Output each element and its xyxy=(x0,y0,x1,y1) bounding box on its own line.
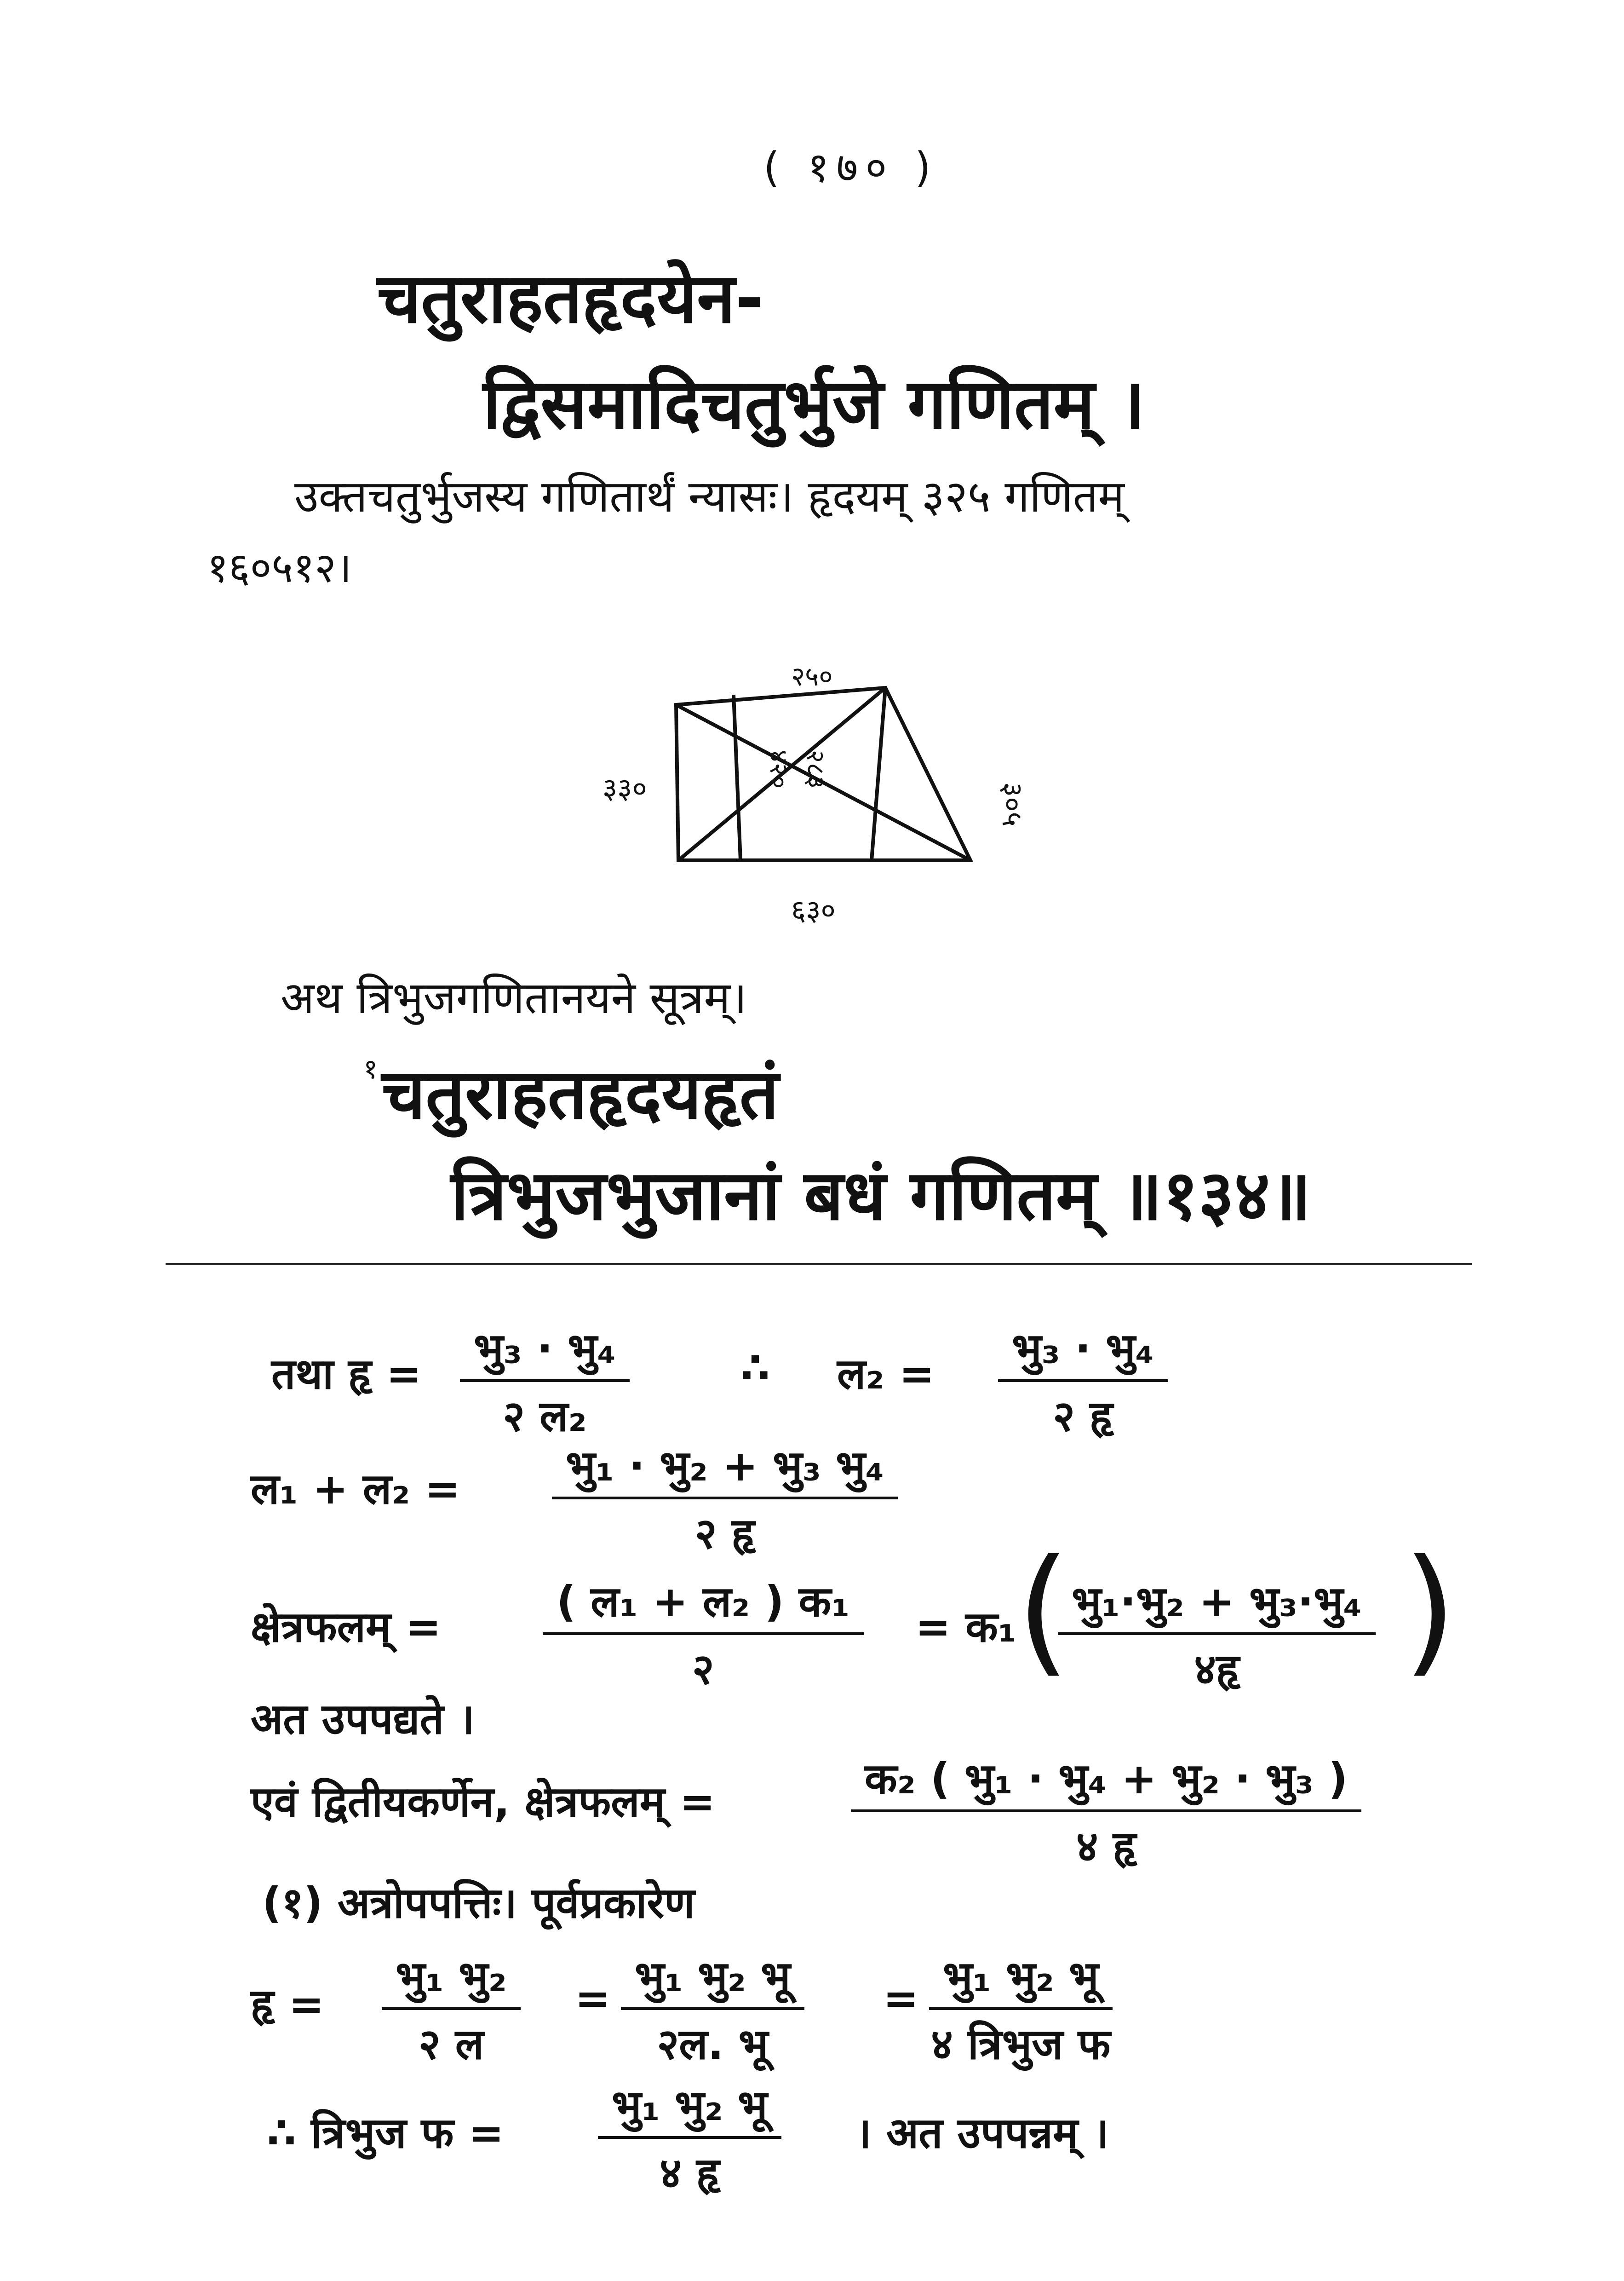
eq1-fraction-2 xyxy=(998,1318,1168,1443)
eq1-denominator-2: २ हृ xyxy=(1053,1392,1113,1441)
eq8-numerator: भु₁ भु₂ भू xyxy=(598,2075,781,2139)
figure-inner-label-b: २८३ xyxy=(801,750,830,789)
quadrilateral-figure xyxy=(575,644,1081,943)
eq7-denominator-3: ४ त्रिभुज फ xyxy=(931,2020,1111,2069)
eq7-fraction-2 xyxy=(621,1946,804,2071)
eq3-right-paren: ) xyxy=(1403,1530,1457,1690)
separator-rule xyxy=(166,1263,1472,1265)
heading-line-2: द्विसमादिचतुर्भुजे गणितम् । xyxy=(483,364,1145,444)
eq8-tail: । अत उपपन्नम् । xyxy=(855,2108,1109,2158)
nyasa-line-1: उक्तचतुर्भुजस्य गणितार्थं न्यासः। हृदयम् ३२५ गणितम् xyxy=(294,471,1125,522)
page-number: ( १७० ) xyxy=(763,144,938,192)
eq1-fraction xyxy=(460,1318,630,1443)
eq5-fraction xyxy=(851,1748,1361,1873)
eq7-fraction-1 xyxy=(382,1946,521,2071)
eq3-denominator-2: ४हृ xyxy=(1194,1645,1240,1694)
eq8-denominator: ४ हृ xyxy=(660,2149,720,2198)
figure-right-label: ३०५ xyxy=(996,782,1029,827)
figure-left-label: ३३० xyxy=(603,772,647,805)
eq2-denominator: २ हृ xyxy=(694,1509,755,1558)
eq1-lhs-2: ल₂ = xyxy=(837,1349,935,1399)
eq3-numerator: ( ल₁ + ल₂ ) क₁ xyxy=(543,1571,864,1635)
verse-line-1: चतुराहतहृदयहृतं xyxy=(382,1054,779,1135)
eq7-lhs: हृ = xyxy=(251,1980,324,2029)
eq7-equals-1: = xyxy=(575,1974,611,2023)
eq7-fraction-3 xyxy=(929,1946,1113,2071)
figure-top-label: २५० xyxy=(791,661,833,692)
eq7-denominator-2: २ल. भू xyxy=(657,2020,769,2069)
eq7-numerator-2: भु₁ भु₂ भू xyxy=(621,1946,804,2010)
verse-line-2: त्रिभुजभुजानां बधं गणितम् ॥१३४॥ xyxy=(451,1156,1312,1236)
eq5-numerator: क₂ ( भु₁ · भु₄ + भु₂ · भु₃ ) xyxy=(851,1748,1361,1812)
eq5-denominator: ४ हृ xyxy=(1076,1822,1136,1871)
footnote-mark: १ xyxy=(363,1053,378,1085)
eq7-denominator-1: २ ल xyxy=(418,2020,484,2069)
eq3-mid: = क₁ xyxy=(915,1602,1017,1652)
eq8-lhs: ∴ त्रिभुज फ = xyxy=(267,2108,504,2158)
eq1-lhs: तथा हृ = xyxy=(271,1349,422,1399)
eq3-fraction-2 xyxy=(1058,1571,1376,1696)
nyasa-line-2: १६०५१२। xyxy=(207,544,352,592)
eq7-numerator-1: भु₁ भु₂ xyxy=(382,1946,521,2010)
eq5-lhs: एवं द्वितीयकर्णेन, क्षेत्रफलम् = xyxy=(251,1777,715,1826)
eq3-lhs: क्षेत्रफलम् = xyxy=(251,1602,442,1652)
eq3-left-paren: ( xyxy=(1016,1530,1071,1690)
figure-inner-label-a: ४२० xyxy=(764,750,793,789)
eq3-denominator: २ xyxy=(692,1645,714,1694)
heading-line-1: चतुराहतहृदयेन- xyxy=(377,259,764,339)
eq3-numerator-2: भु₁·भु₂ + भु₃·भु₄ xyxy=(1058,1571,1376,1635)
eq2-lhs: ल₁ + ल₂ = xyxy=(251,1464,460,1514)
eq8-fraction xyxy=(598,2075,781,2200)
eq1-therefore: ∴ xyxy=(740,1343,770,1393)
figure-bottom-label: ६३० xyxy=(791,893,836,927)
eq7-numerator-3: भु₁ भु₂ भू xyxy=(929,1946,1113,2010)
eq2-fraction xyxy=(552,1435,898,1561)
sutra-intro: अथ त्रिभुजगणितानयने सूत्रम्। xyxy=(281,972,747,1024)
eq7-equals-2: = xyxy=(883,1974,919,2023)
eq2-numerator: भु₁ · भु₂ + भु₃ भु₄ xyxy=(552,1435,898,1499)
eq1-numerator-2: भु₃ · भु₄ xyxy=(998,1318,1168,1382)
eq1-denominator: २ ल₂ xyxy=(503,1392,587,1441)
eq1-numerator: भु₃ · भु₄ xyxy=(460,1318,630,1382)
eq6-text: (१) अत्रोपपत्तिः। पूर्वप्रकारेण xyxy=(262,1878,695,1928)
eq4-text: अत उपपद्यते । xyxy=(251,1694,475,1744)
eq3-fraction xyxy=(543,1571,864,1696)
